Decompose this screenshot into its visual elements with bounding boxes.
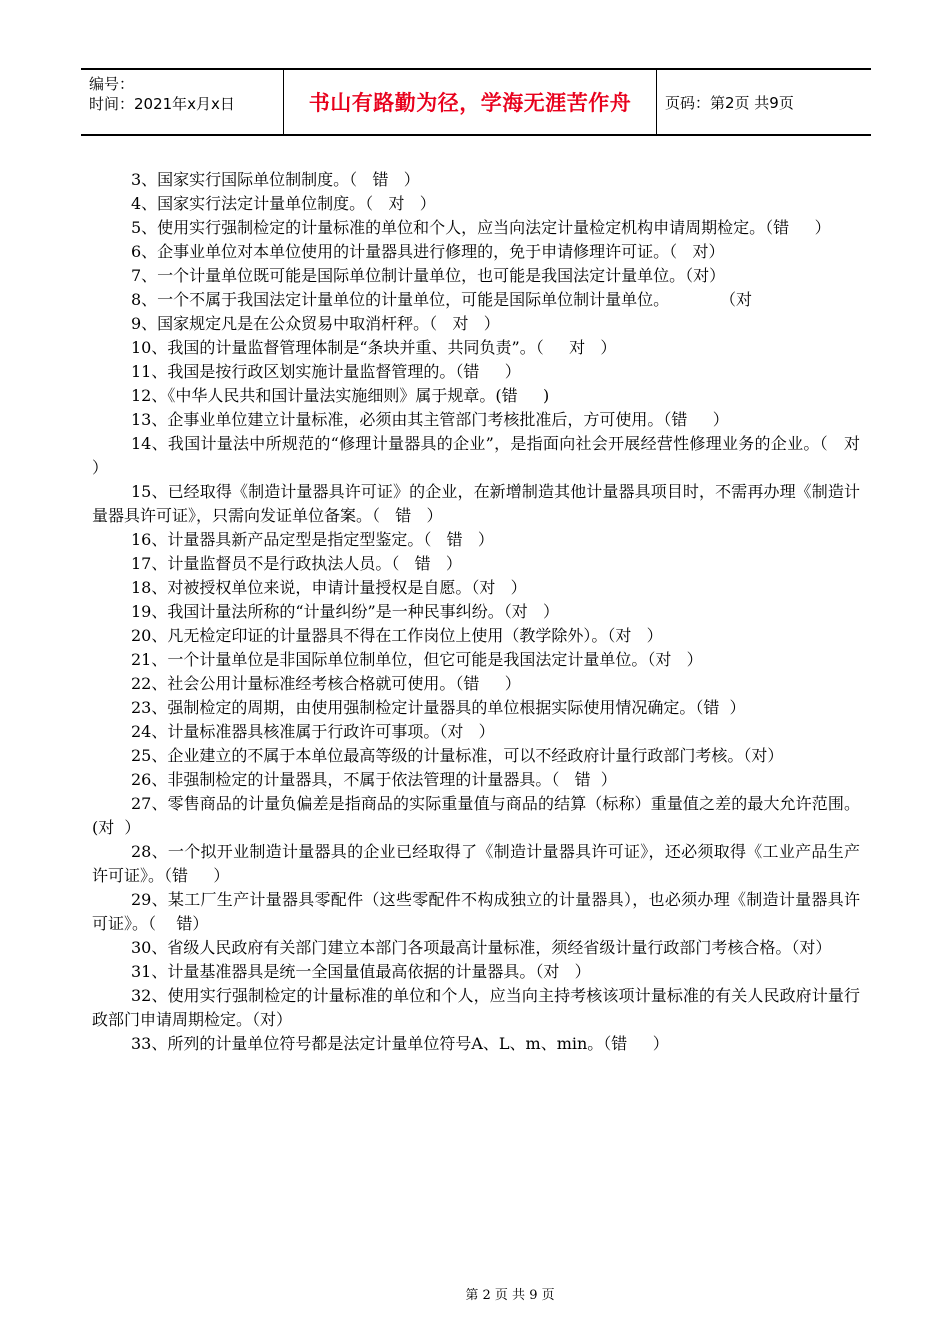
header-meta xyxy=(81,70,284,134)
question-item: 12、《中华人民共和国计量法实施细则》属于规章。(错 ) xyxy=(131,386,550,405)
question-item: 27、零售商品的计量负偏差是指商品的实际重量值与商品的结算（标称）重量值之差的最大允许范围。(对 ） xyxy=(92,794,860,837)
question-item: 28、一个拟开业制造计量器具的企业已经取得了《制造计量器具许可证》，还必须取得《工业产品生产许可证》。（错 ） xyxy=(92,842,860,885)
question-item: 24、计量标准器具核准属于行政许可事项。（对 ） xyxy=(131,722,495,741)
question-item: 33、所列的计量单位符号都是法定计量单位符号A、L、m、min。（错 ） xyxy=(131,1034,669,1053)
question-item: 9、国家规定凡是在公众贸易中取消杆秤。（ 对 ） xyxy=(131,314,500,333)
question-item: 20、凡无检定印证的计量器具不得在工作岗位上使用（教学除外）。（对 ） xyxy=(131,626,663,645)
question-item: 10、我国的计量监督管理体制是“条块并重、共同负责”。（ 对 ） xyxy=(131,338,617,357)
question-item: 11、我国是按行政区划实施计量监督管理的。（错 ） xyxy=(131,362,521,381)
document-time-label: 时间：2021年x月x日 xyxy=(89,95,235,113)
question-item: 22、社会公用计量标准经考核合格就可使用。（错 ） xyxy=(131,674,521,693)
question-item: 6、企事业单位对本单位使用的计量器具进行修理的，免于申请修理许可证。（ 对） xyxy=(131,242,725,261)
question-item: 25、企业建立的不属于本单位最高等级的计量标准，可以不经政府计量行政部门考核。（对） xyxy=(131,746,784,765)
header-page-info: 页码：第2页 共9页 xyxy=(665,93,794,112)
question-item: 26、非强制检定的计量器具，不属于依法管理的计量器具。（ 错 ） xyxy=(131,770,617,789)
question-item: 7、一个计量单位既可能是国际单位制计量单位，也可能是我国法定计量单位。（对） xyxy=(131,266,726,285)
page-footer: 第 2 页 共 9 页 xyxy=(465,1288,555,1303)
question-item: 13、企事业单位建立计量标准，必须由其主管部门考核批准后，方可使用。（错 ） xyxy=(131,410,729,429)
question-list xyxy=(92,168,876,1056)
question-item: 8、一个不属于我国法定计量单位的计量单位，可能是国际单位制计量单位。 （对 xyxy=(131,290,753,309)
question-item: 29、某工厂生产计量器具零配件（这些零配件不构成独立的计量器具），也必须办理《制造计量器具许可证》。（ 错） xyxy=(92,890,860,933)
question-item: 5、使用实行强制检定的计量标准的单位和个人，应当向法定计量检定机构申请周期检定。（错 ） xyxy=(131,218,831,237)
question-item: 17、计量监督员不是行政执法人员。（ 错 ） xyxy=(131,554,462,573)
document-code-label: 编号： xyxy=(89,75,135,93)
question-item: 3、国家实行国际单位制制度。（ 错 ） xyxy=(131,170,420,189)
question-item: 30、省级人民政府有关部门建立本部门各项最高计量标准，须经省级计量行政部门考核合格。（对） xyxy=(131,938,832,957)
question-item: 21、一个计量单位是非国际单位制单位，但它可能是我国法定计量单位。（对 ） xyxy=(131,650,703,669)
question-item: 16、计量器具新产品定型是指定型鉴定。（ 错 ） xyxy=(131,530,494,549)
question-item: 19、我国计量法所称的“计量纠纷”是一种民事纠纷。（对 ） xyxy=(131,602,559,621)
question-item: 18、对被授权单位来说，申请计量授权是自愿。（对 ） xyxy=(131,578,527,597)
question-item: 4、国家实行法定计量单位制度。（ 对 ） xyxy=(131,194,436,213)
question-item: 14、我国计量法中所规范的“修理计量器具的企业”，是指面向社会开展经营性修理业务的企业。（ 对 ） xyxy=(92,434,876,477)
page-header xyxy=(81,68,871,136)
question-item: 15、已经取得《制造计量器具许可证》的企业，在新增制造其他计量器具项目时，不需再办理《制造计量器具许可证》，只需向发证单位备案。（ 错 ） xyxy=(92,482,860,525)
question-item: 23、强制检定的周期，由使用强制检定计量器具的单位根据实际使用情况确定。（错 ） xyxy=(131,698,746,717)
header-motto: 书山有路勤为径，学海无涯苦作舟 xyxy=(284,70,657,134)
question-item: 31、计量基准器具是统一全国量值最高依据的计量器具。（对 ） xyxy=(131,962,591,981)
question-item: 32、使用实行强制检定的计量标准的单位和个人，应当向主持考核该项计量标准的有关人民政府计量行政部门申请周期检定。（对） xyxy=(92,986,860,1029)
